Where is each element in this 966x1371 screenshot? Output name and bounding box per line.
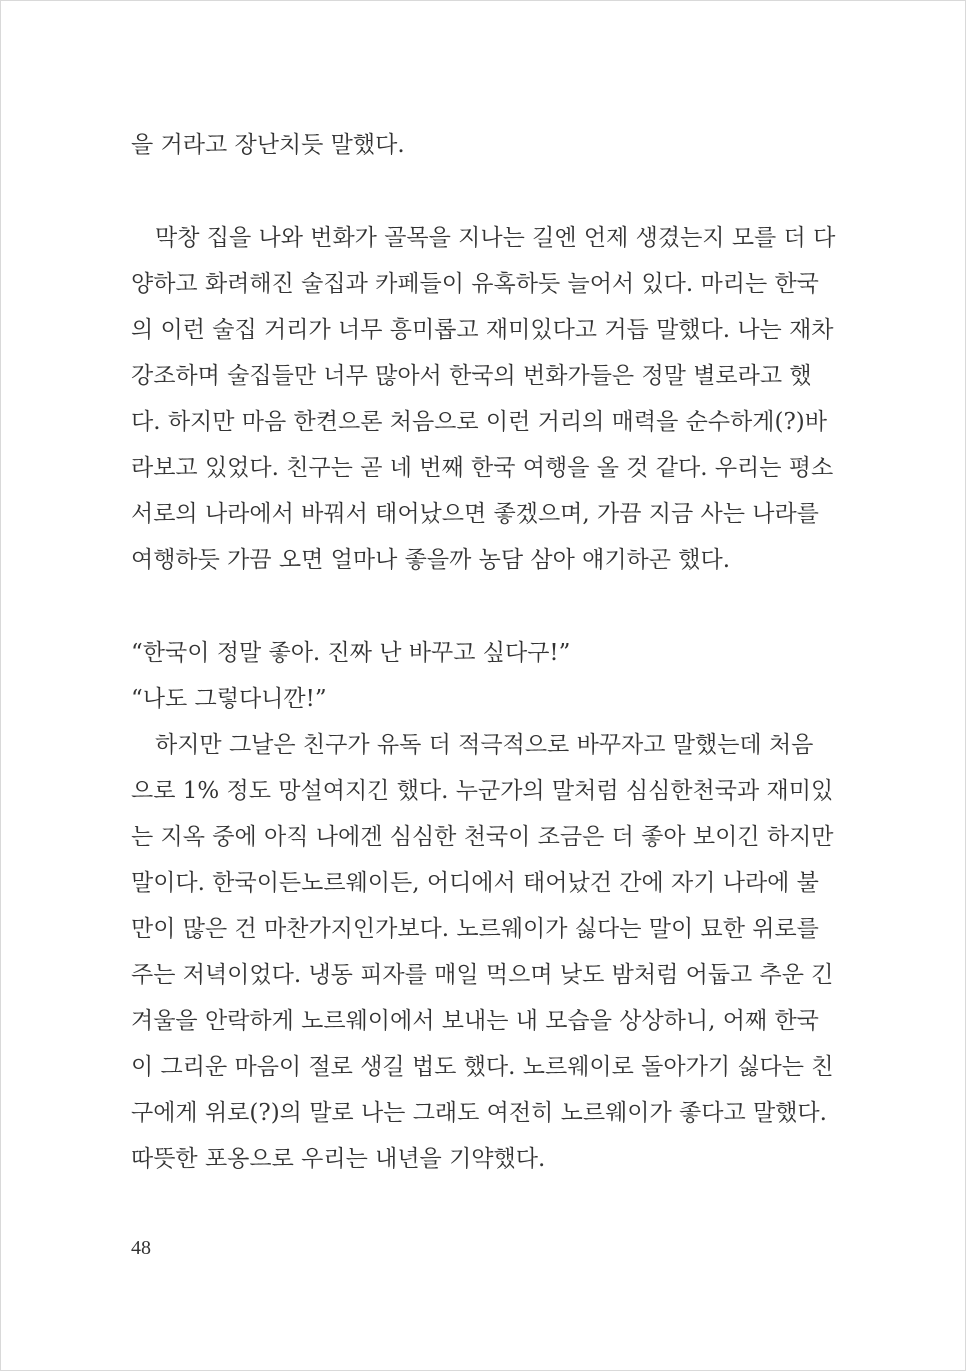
body-text-line: 서로의 나라에서 바꿔서 태어났으면 좋겠으며, 가끔 지금 사는 나라를 [131,501,819,527]
body-text-line: 구에게 위로(?)의 말로 나는 그래도 여전히 노르웨이가 좋다고 말했다. [131,1100,827,1126]
body-text-line: 주는 저녁이었다. 냉동 피자를 매일 먹으며 낮도 밤처럼 어둡고 추운 긴 [131,962,834,988]
body-text-line: 따뜻한 포옹으로 우리는 내년을 기약했다. [131,1146,546,1172]
body-text-line: 강조하며 술집들만 너무 많아서 한국의 번화가들은 정말 별로라고 했 [131,363,812,389]
body-text-line: 을 거라고 장난치듯 말했다. [131,132,405,158]
body-text-line: 양하고 화려해진 술집과 카페들이 유혹하듯 늘어서 있다. 마리는 한국 [131,271,819,297]
body-text-line: 말이다. 한국이든노르웨이든, 어디에서 태어났건 간에 자기 나라에 불 [131,870,819,896]
dialogue-line: “나도 그렇다니깐!” [131,686,327,712]
body-text-line: 하지만 그날은 친구가 유독 더 적극적으로 바꾸자고 말했는데 처음 [155,732,814,758]
body-text-line: 겨울을 안락하게 노르웨이에서 보내는 내 모습을 상상하니, 어째 한국 [131,1008,819,1034]
body-text-line: 다. 하지만 마음 한켠으론 처음으로 이런 거리의 매력을 순수하게(?)바 [131,409,827,435]
body-text-line: 여행하듯 가끔 오면 얼마나 좋을까 농담 삼아 얘기하곤 했다. [131,547,731,573]
body-text-line: 는 지옥 중에 아직 나에겐 심심한 천국이 조금은 더 좋아 보이긴 하지만 [131,824,834,850]
body-text-line: 으로 1% 정도 망설여지긴 했다. 누군가의 말처럼 심심한천국과 재미있 [131,778,834,804]
page-number: 48 [131,1237,151,1259]
dialogue-line: “한국이 정말 좋아. 진짜 난 바꾸고 싶다구!” [131,640,571,666]
body-text-line: 이 그리운 마음이 절로 생길 법도 했다. 노르웨이로 돌아가기 싫다는 친 [131,1054,834,1080]
body-text-line: 라보고 있었다. 친구는 곧 네 번째 한국 여행을 올 것 같다. 우리는 평소 [131,455,834,481]
body-text-line: 만이 많은 건 마찬가지인가보다. 노르웨이가 싫다는 말이 묘한 위로를 [131,916,819,942]
body-text-line: 막창 집을 나와 번화가 골목을 지나는 길엔 언제 생겼는지 모를 더 다 [155,225,836,251]
body-text-line: 의 이런 술집 거리가 너무 흥미롭고 재미있다고 거듭 말했다. 나는 재차 [131,317,834,343]
